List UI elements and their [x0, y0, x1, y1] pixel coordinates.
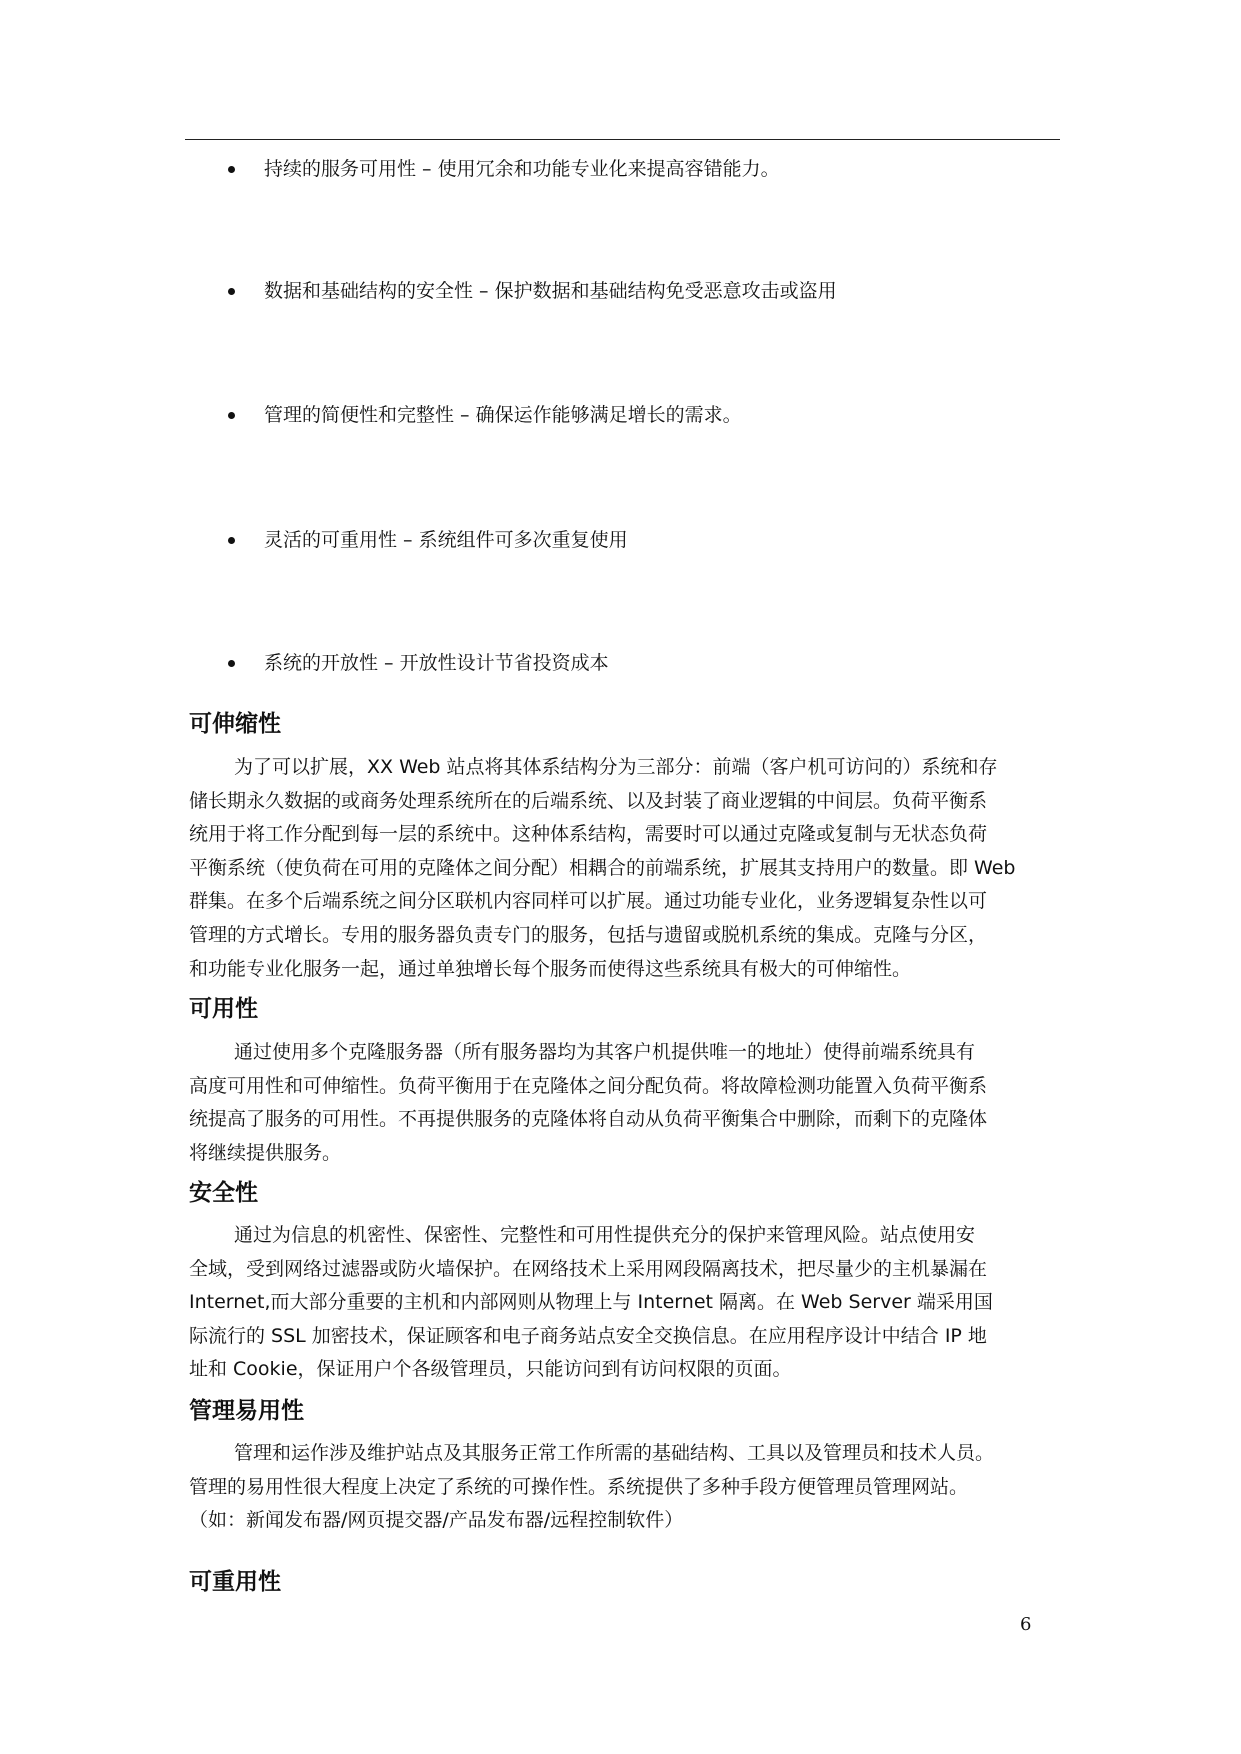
section-body-security [189, 1219, 1064, 1387]
bullet-dot-icon [228, 166, 235, 173]
bullet-text: 灵活的可重用性 – 系统组件可多次重复使用 [264, 529, 628, 551]
paragraph-line: 全域，受到网络过滤器或防火墙保护。在网络技术上采用网段隔离技术，把尽量少的主机暴漏在 [189, 1257, 988, 1280]
paragraph-line: 址和 Cookie，保证用户个各级管理员，只能访问到有访问权限的页面。 [189, 1358, 792, 1381]
section-body-manageability [189, 1437, 1064, 1538]
bullet-text: 数据和基础结构的安全性 – 保护数据和基础结构免受恶意攻击或盗用 [264, 280, 837, 302]
section-heading-scalability: 可伸缩性 [189, 711, 281, 737]
paragraph-line: 管理的方式增长。专用的服务器负责专门的服务，包括与遗留或脱机系统的集成。克隆与分区， [189, 923, 988, 946]
section-heading-manageability: 管理易用性 [189, 1398, 304, 1424]
bullet-text: 系统的开放性 – 开放性设计节省投资成本 [264, 652, 609, 674]
section-heading-security: 安全性 [189, 1180, 258, 1206]
paragraph-line: Internet,而大部分重要的主机和内部网则从物理上与 Internet 隔离。在 Web Server 端采用国 [189, 1291, 993, 1314]
page-number: 6 [1020, 1614, 1032, 1635]
paragraph-line: 统提高了服务的可用性。不再提供服务的克隆体将自动从负荷平衡集合中删除，而剩下的克隆体 [189, 1108, 988, 1131]
section-heading-availability: 可用性 [189, 996, 258, 1022]
paragraph-line: 将继续提供服务。 [189, 1141, 342, 1164]
bullet-text: 管理的简便性和完整性 – 确保运作能够满足增长的需求。 [264, 404, 742, 426]
bullet-dot-icon [228, 660, 235, 667]
paragraph-line: 通过为信息的机密性、保密性、完整性和可用性提供充分的保护来管理风险。站点使用安 [234, 1224, 976, 1246]
paragraph-line: 平衡系统（使负荷在可用的克隆体之间分配）相耦合的前端系统，扩展其支持用户的数量。即 Web [189, 856, 1016, 879]
paragraph-line: 际流行的 SSL 加密技术，保证顾客和电子商务站点安全交换信息。在应用程序设计中结合 IP 地 [189, 1324, 987, 1347]
paragraph-line: （如：新闻发布器/网页提交器/产品发布器/远程控制软件） [189, 1509, 684, 1532]
paragraph-line: 和功能专业化服务一起，通过单独增长每个服务而使得这些系统具有极大的可伸缩性。 [189, 957, 912, 980]
paragraph-line: 管理的易用性很大程度上决定了系统的可操作性。系统提供了多种手段方便管理员管理网站。 [189, 1475, 969, 1498]
bullet-dot-icon [228, 412, 235, 419]
paragraph-line: 通过使用多个克隆服务器（所有服务器均为其客户机提供唯一的地址）使得前端系统具有 [234, 1041, 976, 1063]
paragraph-line: 为了可以扩展，XX Web 站点将其体系结构分为三部分：前端（客户机可访问的）系统和存 [234, 756, 998, 778]
section-heading-reusability: 可重用性 [189, 1569, 281, 1595]
header-rule [185, 139, 1060, 140]
bullet-dot-icon [228, 288, 235, 295]
paragraph-line: 统用于将工作分配到每一层的系统中。这种体系结构，需要时可以通过克隆或复制与无状态负荷 [189, 823, 988, 846]
paragraph-line: 高度可用性和可伸缩性。负荷平衡用于在克隆体之间分配负荷。将故障检测功能置入负荷平衡系 [189, 1074, 988, 1097]
bullet-dot-icon [228, 537, 235, 544]
paragraph-line: 管理和运作涉及维护站点及其服务正常工作所需的基础结构、工具以及管理员和技术人员。 [234, 1442, 995, 1464]
paragraph-line: 群集。在多个后端系统之间分区联机内容同样可以扩展。通过功能专业化，业务逻辑复杂性以可 [189, 890, 988, 913]
section-body-availability [189, 1036, 1064, 1170]
paragraph-line: 储长期永久数据的或商务处理系统所在的后端系统、以及封装了商业逻辑的中间层。负荷平衡系 [189, 789, 988, 812]
bullet-text: 持续的服务可用性 – 使用冗余和功能专业化来提高容错能力。 [264, 158, 780, 180]
section-body-scalability [189, 751, 1064, 986]
